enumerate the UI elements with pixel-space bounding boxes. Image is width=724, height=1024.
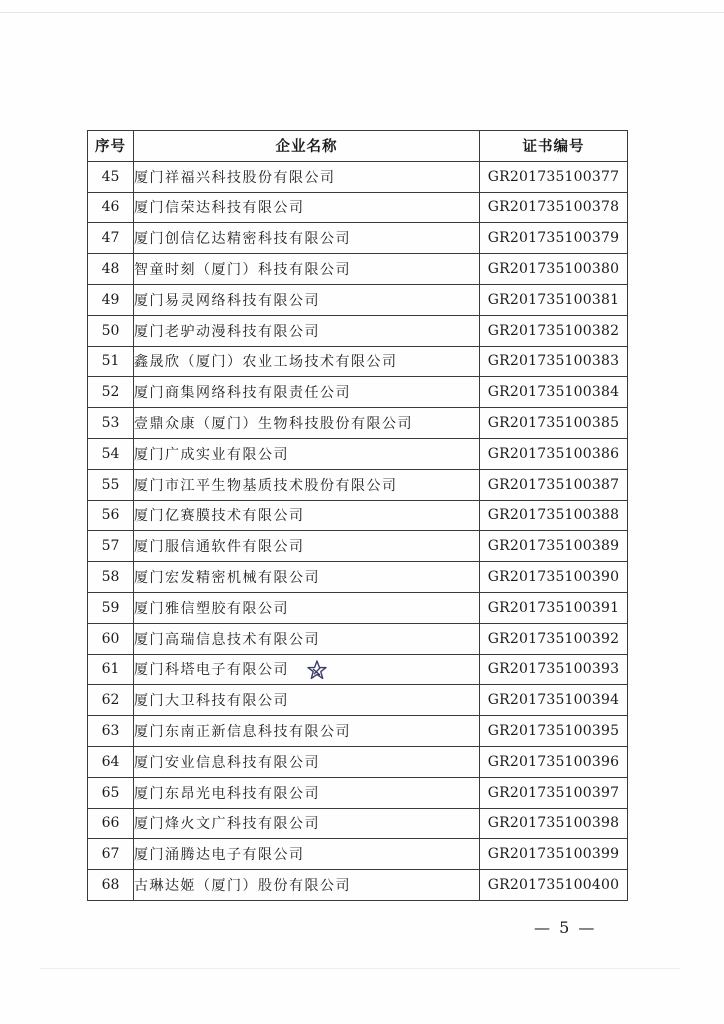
row-seq: 54 (88, 438, 134, 469)
row-company-name: 厦门易灵网络科技有限公司 (134, 292, 320, 309)
table-row (88, 777, 628, 808)
row-company-cell (134, 315, 480, 346)
row-company-cell (134, 685, 480, 716)
header-cert: 证书编号 (480, 131, 628, 162)
row-company-name: 古琳达姬（厦门）股份有限公司 (134, 878, 351, 895)
row-seq: 56 (88, 500, 134, 531)
row-company-name: 厦门商集网络科技有限责任公司 (134, 385, 351, 402)
row-company-cell (134, 438, 480, 469)
row-seq: 68 (88, 870, 134, 901)
row-company-name: 厦门创信亿达精密科技有限公司 (134, 231, 351, 248)
row-company-name: 厦门宏发精密机械有限公司 (134, 570, 320, 587)
row-company-cell (134, 746, 480, 777)
row-seq: 60 (88, 623, 134, 654)
row-company-cell (134, 500, 480, 531)
table-row (88, 161, 628, 192)
table-row (88, 685, 628, 716)
row-company-cell (134, 254, 480, 285)
row-cert-number: GR201735100385 (480, 408, 628, 439)
row-seq: 64 (88, 746, 134, 777)
row-company-cell (134, 223, 480, 254)
row-company-cell (134, 623, 480, 654)
row-seq: 47 (88, 223, 134, 254)
row-company-cell (134, 870, 480, 901)
row-seq: 57 (88, 531, 134, 562)
table-header-row (88, 131, 628, 162)
row-seq: 59 (88, 592, 134, 623)
table-row (88, 315, 628, 346)
header-name: 企业名称 (134, 131, 480, 162)
row-cert-number: GR201735100397 (480, 777, 628, 808)
table-row (88, 500, 628, 531)
row-cert-number: GR201735100398 (480, 808, 628, 839)
table-row (88, 592, 628, 623)
row-cert-number: GR201735100389 (480, 531, 628, 562)
row-cert-number: GR201735100393 (480, 654, 628, 685)
row-company-name: 厦门东昂光电科技有限公司 (134, 785, 320, 802)
row-seq: 51 (88, 346, 134, 377)
row-cert-number: GR201735100380 (480, 254, 628, 285)
enterprise-table (87, 130, 628, 901)
row-company-cell (134, 808, 480, 839)
row-company-name: 厦门信荣达科技有限公司 (134, 200, 305, 217)
header-seq: 序号 (88, 131, 134, 162)
table-row (88, 254, 628, 285)
table-row (88, 377, 628, 408)
row-seq: 63 (88, 716, 134, 747)
row-company-name: 厦门老驴动漫科技有限公司 (134, 323, 320, 340)
row-company-name: 厦门烽火文广科技有限公司 (134, 816, 320, 833)
row-company-name: 厦门东南正新信息科技有限公司 (134, 724, 351, 741)
table-row (88, 562, 628, 593)
table-row (88, 192, 628, 223)
scan-edge-line (0, 12, 724, 13)
row-cert-number: GR201735100400 (480, 870, 628, 901)
table-row (88, 654, 628, 685)
row-company-name: 壹鼎众康（厦门）生物科技股份有限公司 (134, 416, 413, 433)
row-company-name: 厦门雅信塑胶有限公司 (134, 600, 289, 617)
row-company-cell (134, 562, 480, 593)
row-seq: 50 (88, 315, 134, 346)
row-cert-number: GR201735100395 (480, 716, 628, 747)
row-cert-number: GR201735100382 (480, 315, 628, 346)
table-row (88, 808, 628, 839)
table-row (88, 531, 628, 562)
row-company-name: 厦门涌腾达电子有限公司 (134, 847, 305, 864)
row-company-name: 厦门大卫科技有限公司 (134, 693, 289, 710)
table-row (88, 746, 628, 777)
table-row (88, 623, 628, 654)
table-row (88, 284, 628, 315)
row-seq: 55 (88, 469, 134, 500)
row-company-cell (134, 161, 480, 192)
row-cert-number: GR201735100391 (480, 592, 628, 623)
row-seq: 48 (88, 254, 134, 285)
row-company-name: 厦门市江平生物基质技术股份有限公司 (134, 477, 398, 494)
row-company-cell (134, 592, 480, 623)
row-cert-number: GR201735100394 (480, 685, 628, 716)
row-seq: 49 (88, 284, 134, 315)
row-seq: 52 (88, 377, 134, 408)
row-seq: 67 (88, 839, 134, 870)
table-row (88, 870, 628, 901)
page-number: — 5 — (534, 918, 597, 937)
row-cert-number: GR201735100399 (480, 839, 628, 870)
row-cert-number: GR201735100381 (480, 284, 628, 315)
scan-edge-line-bottom (40, 968, 680, 969)
table-row (88, 839, 628, 870)
row-cert-number: GR201735100387 (480, 469, 628, 500)
row-seq: 58 (88, 562, 134, 593)
row-company-cell (134, 377, 480, 408)
row-cert-number: GR201735100390 (480, 562, 628, 593)
row-cert-number: GR201735100379 (480, 223, 628, 254)
row-company-name: 厦门服信通软件有限公司 (134, 539, 305, 556)
row-company-cell (134, 716, 480, 747)
row-company-cell (134, 192, 480, 223)
row-cert-number: GR201735100383 (480, 346, 628, 377)
row-company-name: 厦门安业信息科技有限公司 (134, 754, 320, 771)
row-seq: 53 (88, 408, 134, 439)
row-company-cell (134, 469, 480, 500)
row-seq: 62 (88, 685, 134, 716)
table-row (88, 438, 628, 469)
row-cert-number: GR201735100396 (480, 746, 628, 777)
row-cert-number: GR201735100384 (480, 377, 628, 408)
table-row (88, 716, 628, 747)
row-company-cell (134, 346, 480, 377)
row-company-name: 厦门科塔电子有限公司 (134, 661, 289, 678)
row-company-name: 鑫晟欣（厦门）农业工场技术有限公司 (134, 354, 398, 371)
row-cert-number: GR201735100392 (480, 623, 628, 654)
table-row (88, 469, 628, 500)
row-cert-number: GR201735100377 (480, 161, 628, 192)
row-seq: 46 (88, 192, 134, 223)
row-seq: 45 (88, 161, 134, 192)
table-row (88, 408, 628, 439)
table-row (88, 346, 628, 377)
row-company-cell (134, 531, 480, 562)
row-seq: 66 (88, 808, 134, 839)
row-company-cell (134, 654, 480, 685)
row-company-name: 厦门高瑞信息技术有限公司 (134, 631, 320, 648)
row-cert-number: GR201735100378 (480, 192, 628, 223)
star-scribble-icon (307, 660, 327, 680)
row-company-cell (134, 284, 480, 315)
row-company-cell (134, 777, 480, 808)
row-seq: 61 (88, 654, 134, 685)
row-company-name: 厦门亿赛膜技术有限公司 (134, 508, 305, 525)
row-company-cell (134, 839, 480, 870)
row-cert-number: GR201735100388 (480, 500, 628, 531)
table-row (88, 223, 628, 254)
row-company-cell (134, 408, 480, 439)
row-company-name: 厦门祥福兴科技股份有限公司 (134, 169, 336, 186)
row-seq: 65 (88, 777, 134, 808)
row-cert-number: GR201735100386 (480, 438, 628, 469)
row-company-name: 厦门广成实业有限公司 (134, 446, 289, 463)
row-company-name: 智童时刻（厦门）科技有限公司 (134, 262, 351, 279)
